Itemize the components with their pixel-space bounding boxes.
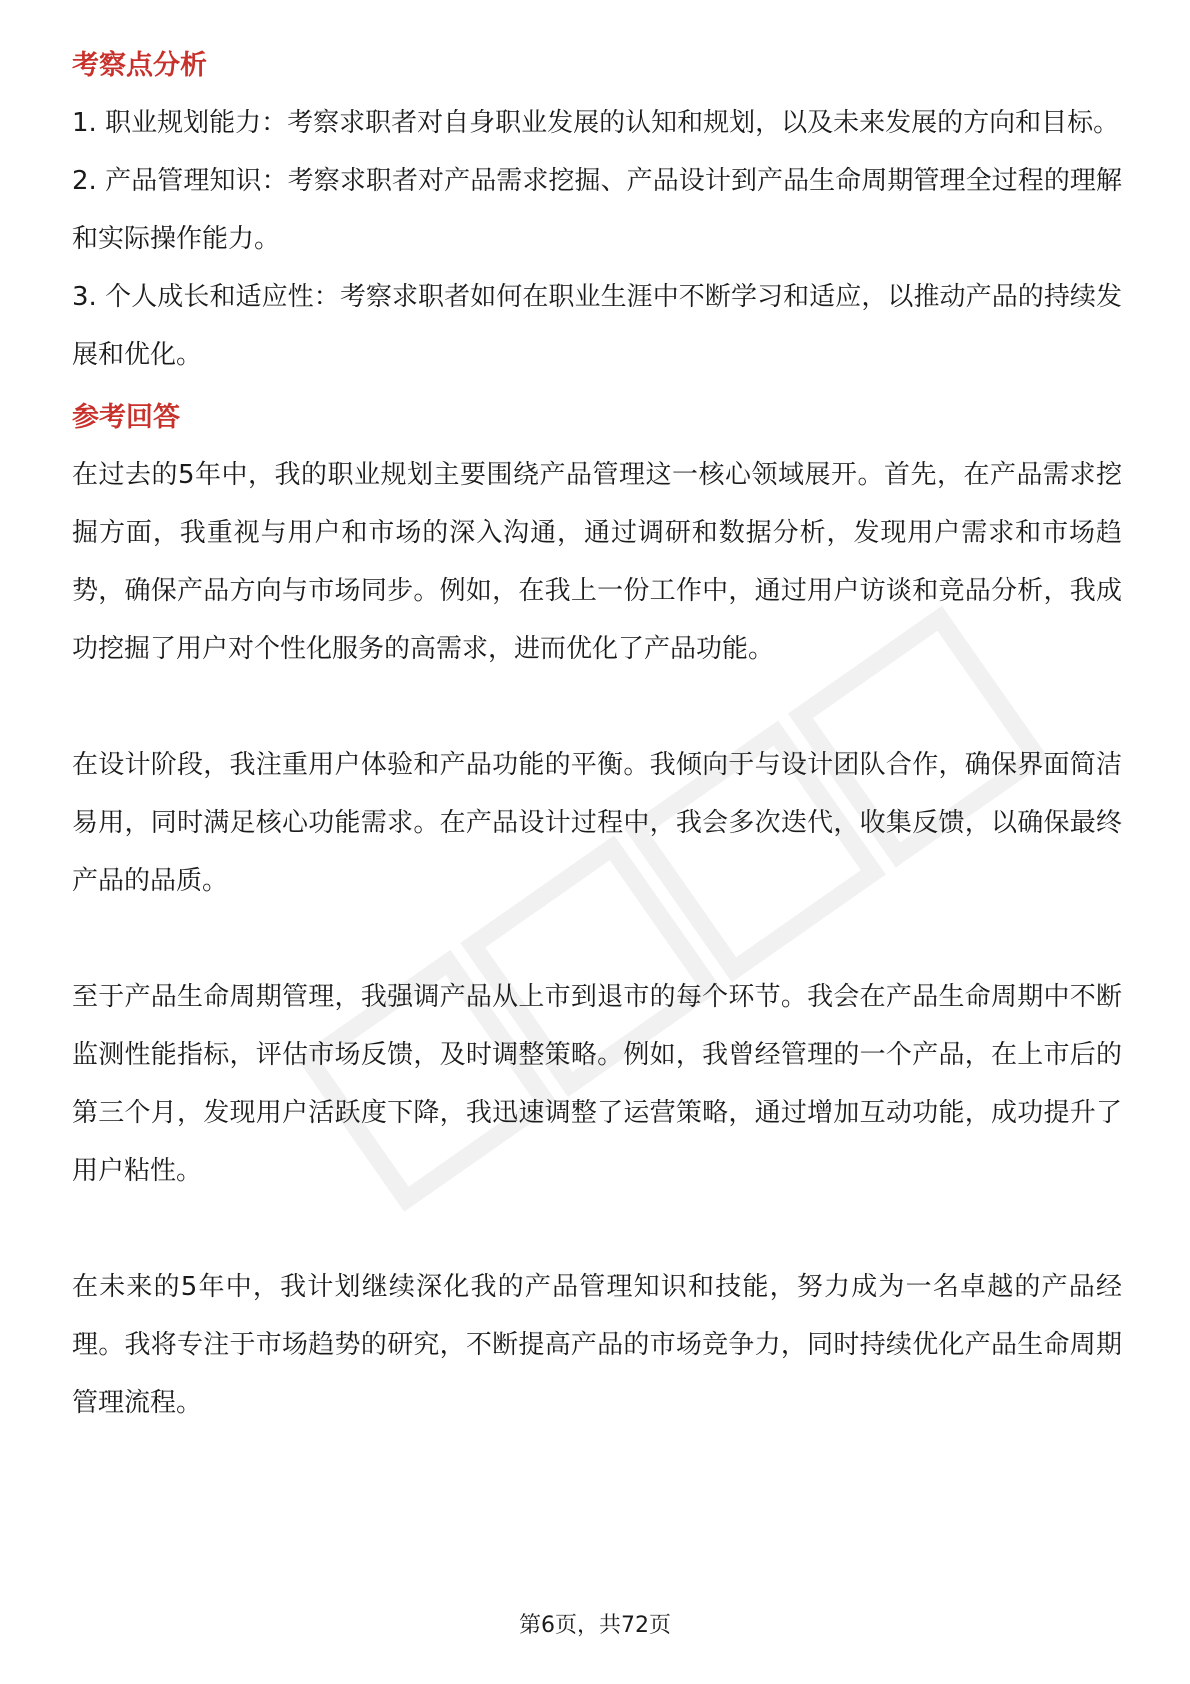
paragraph-spacer [72,910,1122,968]
analysis-item: 1. 职业规划能力：考察求职者对自身职业发展的认知和规划，以及未来发展的方向和目标。 [72,108,1120,138]
answer-paragraph: 在未来的5年中，我计划继续深化我的产品管理知识和技能，努力成为一名卓越的产品经理。我将专注于市场趋势的研究，不断提高产品的市场竞争力，同时持续优化产品生命周期管理流程。 [72,1272,1122,1418]
page-number: 第6页，共72页 [519,1613,671,1638]
analysis-section [72,46,1122,384]
analysis-list [72,94,1122,384]
paragraph-spacer [72,1200,1122,1258]
answer-paragraph: 在过去的5年中，我的职业规划主要围绕产品管理这一核心领域展开。首先，在产品需求挖掘方面，我重视与用户和市场的深入沟通，通过调研和数据分析，发现用户需求和市场趋势，确保产品方向与市场同步。例如，在我上一份工作中，通过用户访谈和竞品分析，我成功挖掘了用户对个性化服务的高需求，进而优化了产品功能。 [72,460,1122,664]
analysis-item: 2. 产品管理知识：考察求职者对产品需求挖掘、产品设计到产品生命周期管理全过程的理解和实际操作能力。 [72,166,1122,254]
analysis-item: 3. 个人成长和适应性：考察求职者如何在职业生涯中不断学习和适应，以推动产品的持续发展和优化。 [72,282,1122,370]
content-area [72,46,1122,1432]
paragraph-spacer [72,678,1122,736]
answer-paragraph: 至于产品生命周期管理，我强调产品从上市到退市的每个环节。我会在产品生命周期中不断监测性能指标，评估市场反馈，及时调整策略。例如，我曾经管理的一个产品，在上市后的第三个月，发现用户活跃度下降，我迅速调整了运营策略，通过增加互动功能，成功提升了用户粘性。 [72,982,1122,1186]
answer-paragraph: 在设计阶段，我注重用户体验和产品功能的平衡。我倾向于与设计团队合作，确保界面简洁易用，同时满足核心功能需求。在产品设计过程中，我会多次迭代，收集反馈，以确保最终产品的品质。 [72,750,1122,896]
analysis-heading: 考察点分析 [72,50,207,81]
answer-heading: 参考回答 [72,402,180,433]
answer-section [72,398,1122,1432]
